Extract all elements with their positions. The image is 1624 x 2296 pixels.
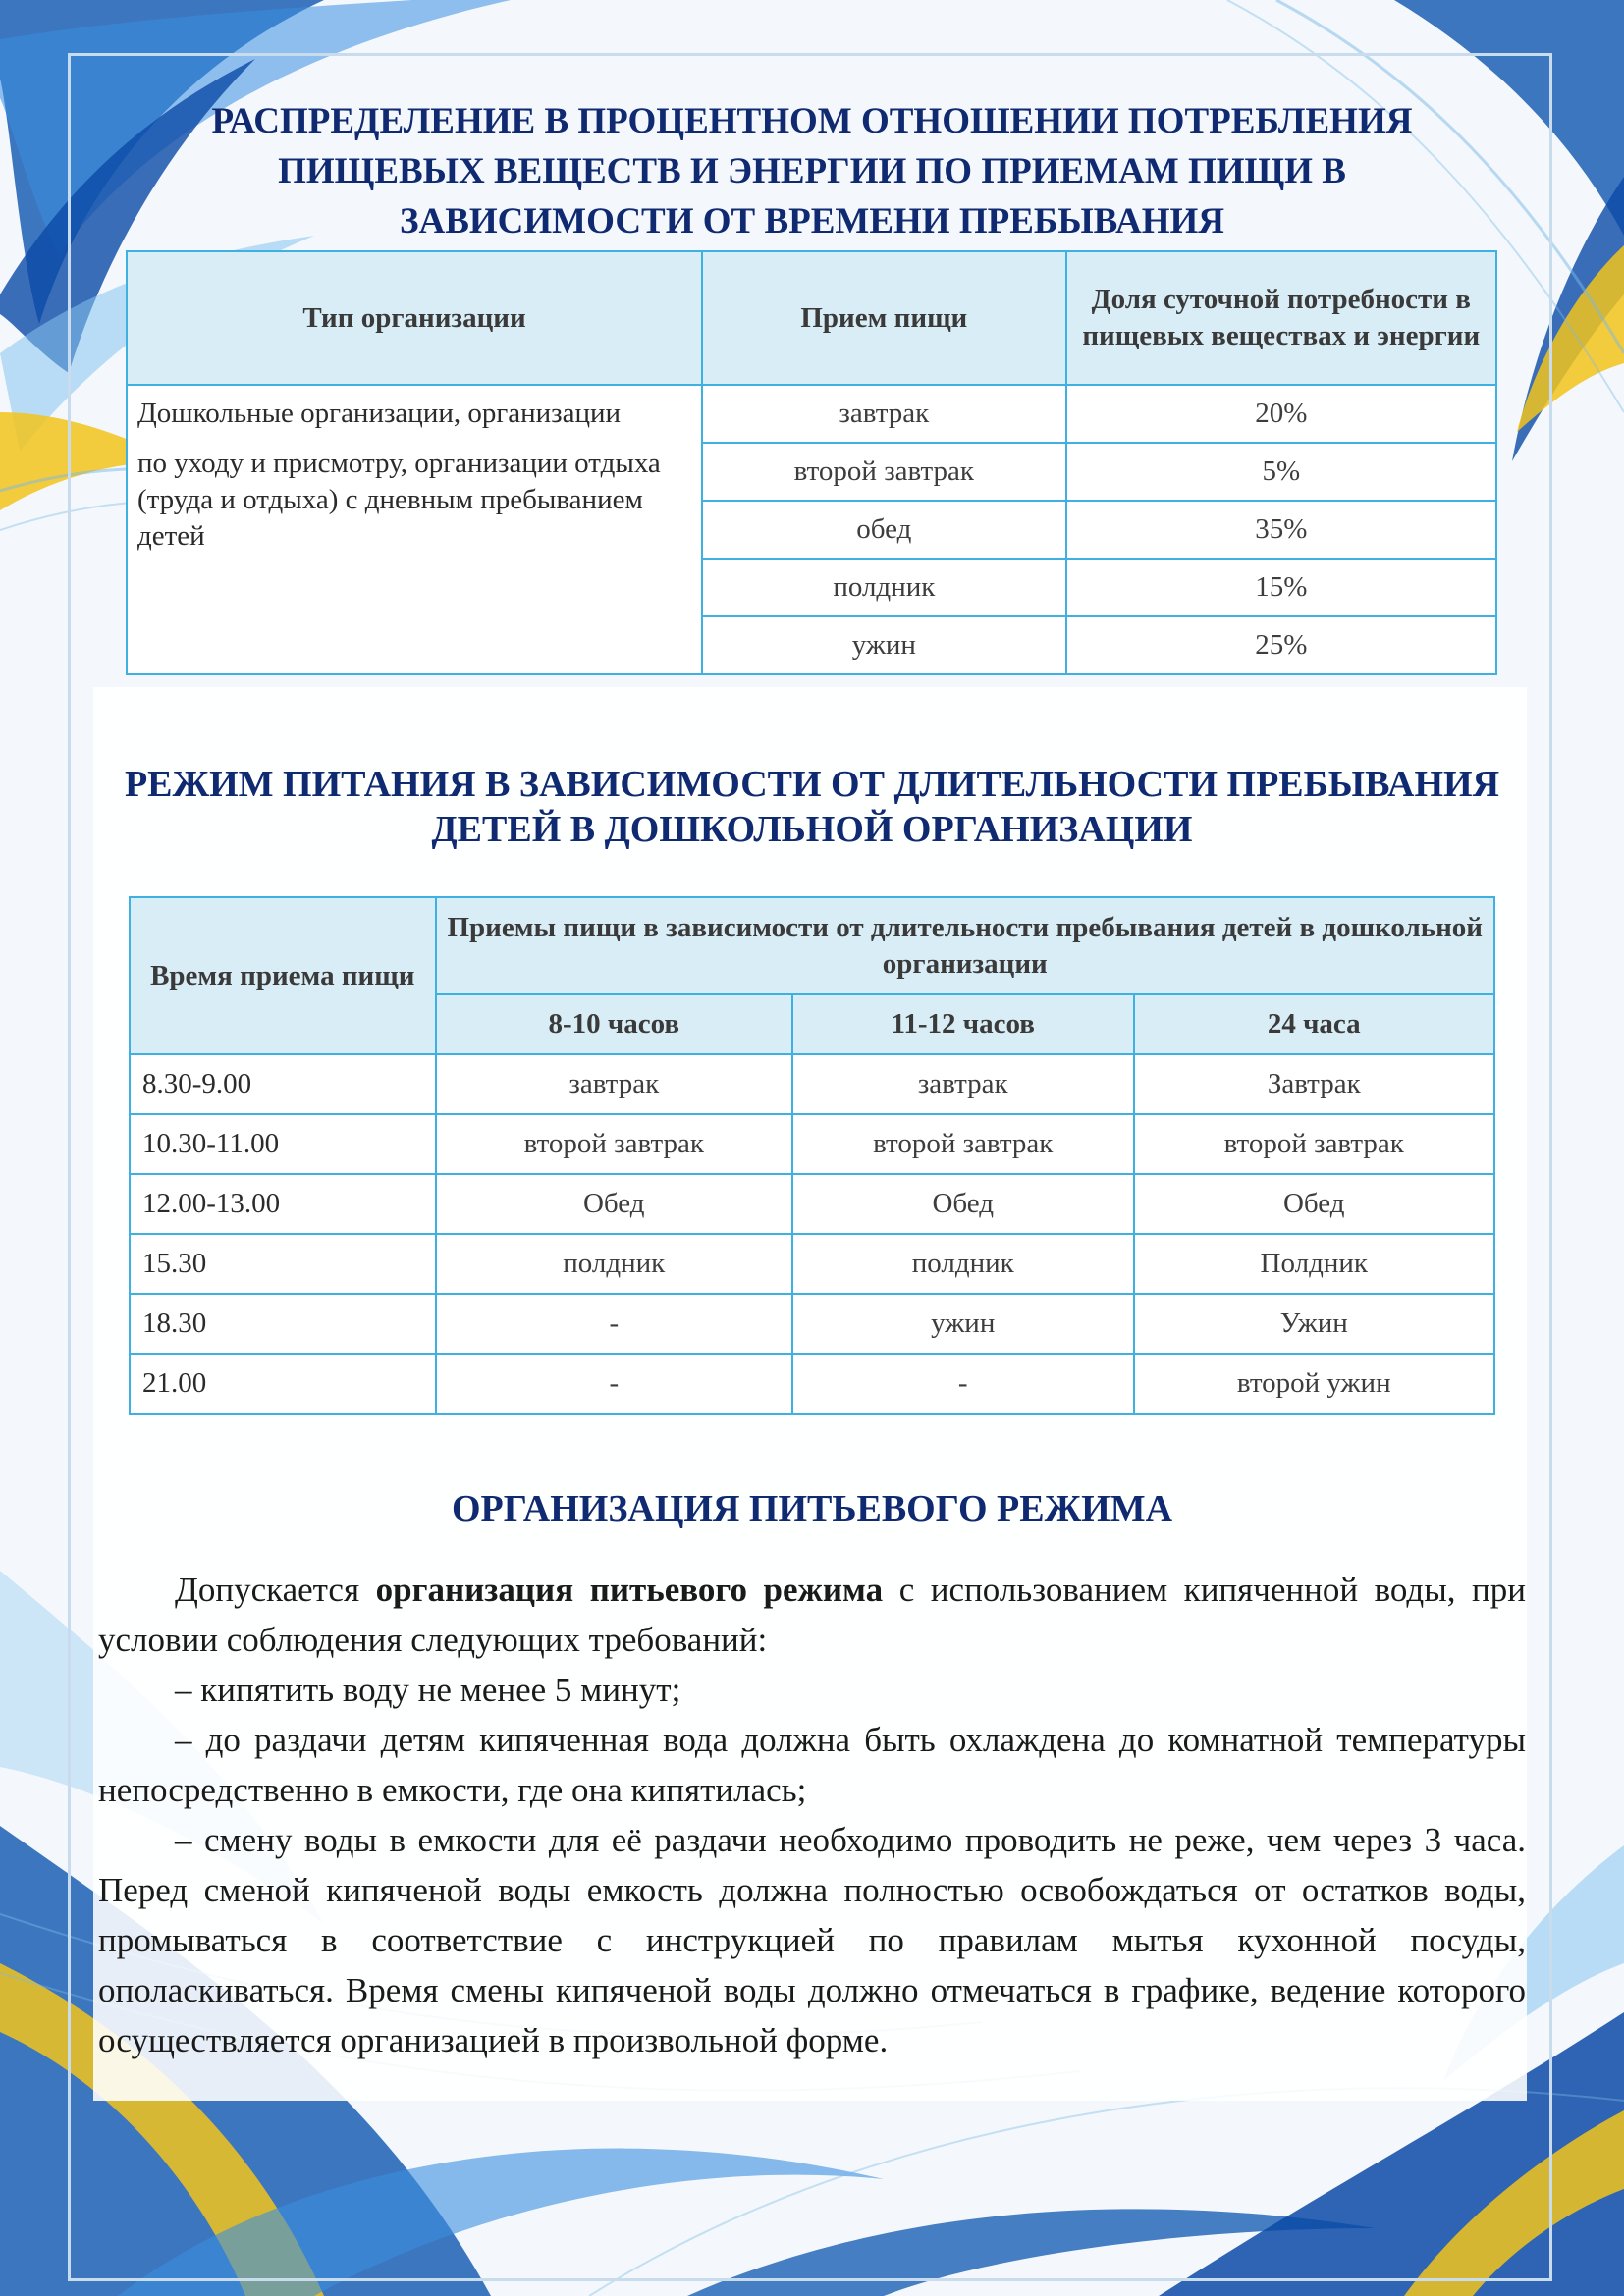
- section1-title: [98, 96, 1526, 246]
- share-cell: 15%: [1066, 559, 1496, 616]
- share-cell: 20%: [1066, 385, 1496, 443]
- section2-title: [98, 762, 1526, 852]
- meal-cell: полдник: [702, 559, 1065, 616]
- org-type-cell: [127, 385, 702, 674]
- meal-cell: второй завтрак: [702, 443, 1065, 501]
- meal-cell: -: [792, 1354, 1134, 1414]
- meal-cell: -: [436, 1294, 792, 1354]
- meal-cell: ужин: [702, 616, 1065, 674]
- intro-text: с использованием кипяченной воды, при условии соблюдения следующих требований:: [98, 1571, 1527, 1659]
- section1-title-line: ПИЩЕВЫХ ВЕЩЕСТВ И ЭНЕРГИИ ПО ПРИЕМАМ ПИЩИ В: [278, 151, 1346, 191]
- header-stay-duration-group: Приемы пищи в зависимости от длительности пребывания детей в дошкольной организации: [436, 897, 1494, 994]
- section3-title: ОРГАНИЗАЦИЯ ПИТЬЕВОГО РЕЖИМА: [451, 1488, 1173, 1529]
- time-cell: 8.30-9.00: [130, 1054, 436, 1114]
- requirement-item: – до раздачи детям кипяченная вода должна быть охлаждена до комнатной температуры непосредственно в емкости, где она кипятилась;: [98, 1721, 1526, 1809]
- section2-title-line: ДЕТЕЙ В ДОШКОЛЬНОЙ ОРГАНИЗАЦИИ: [431, 809, 1193, 850]
- section1-title-line: ЗАВИСИМОСТИ ОТ ВРЕМЕНИ ПРЕБЫВАНИЯ: [399, 201, 1225, 241]
- header-meal: Прием пищи: [702, 251, 1065, 385]
- requirement-item: – смену воды в емкости для её раздачи необходимо проводить не реже, чем через 3 часа. Перед сменой кипяченой воды емкость должна полностью освобождаться от остатков воды, промываться в соответствие с инструкцией по правилам мытья кухонной посуды, ополаскиваться. Время смены кипяченой воды должно отмечаться в графике, ведение которого осуществляется организацией в произвольной форме.: [98, 1821, 1526, 2059]
- requirement-item: – кипятить воду не менее 5 минут;: [175, 1671, 681, 1709]
- table-row: [130, 1174, 1494, 1234]
- org-type-text: Дошкольные организации, организации: [137, 398, 622, 429]
- share-cell: 5%: [1066, 443, 1496, 501]
- header-org-type: Тип организации: [127, 251, 702, 385]
- intro-bold-text: организация питьевого режима: [375, 1571, 884, 1609]
- section1-title-line: РАСПРЕДЕЛЕНИЕ В ПРОЦЕНТНОМ ОТНОШЕНИИ ПОТРЕБЛЕНИЯ: [211, 101, 1413, 141]
- table-header-row: [127, 251, 1496, 385]
- meal-cell: завтрак: [702, 385, 1065, 443]
- table-row: [127, 385, 1496, 443]
- meal-cell: завтрак: [436, 1054, 792, 1114]
- time-cell: 12.00-13.00: [130, 1174, 436, 1234]
- header-duration-11-12: 11-12 часов: [792, 994, 1134, 1054]
- share-cell: 25%: [1066, 616, 1496, 674]
- meal-cell: -: [436, 1354, 792, 1414]
- table-row: [130, 1054, 1494, 1114]
- meal-cell: ужин: [792, 1294, 1134, 1354]
- meal-cell: завтрак: [792, 1054, 1134, 1114]
- header-daily-share: Доля суточной потребности в пищевых веществах и энергии: [1066, 251, 1496, 385]
- nutrition-distribution-table: [126, 250, 1497, 675]
- table-row: [130, 1114, 1494, 1174]
- share-cell: 35%: [1066, 501, 1496, 559]
- meal-cell: второй завтрак: [792, 1114, 1134, 1174]
- meal-cell: Полдник: [1134, 1234, 1495, 1294]
- meal-cell: Обед: [1134, 1174, 1495, 1234]
- intro-paragraph: [98, 1565, 1526, 1665]
- header-meal-time: Время приема пищи: [130, 897, 436, 1054]
- meal-cell: второй завтрак: [436, 1114, 792, 1174]
- table-row: [130, 1354, 1494, 1414]
- drinking-regime-text: [98, 1565, 1526, 2065]
- time-cell: 21.00: [130, 1354, 436, 1414]
- section2-title-line: РЕЖИМ ПИТАНИЯ В ЗАВИСИМОСТИ ОТ ДЛИТЕЛЬНОСТИ ПРЕБЫВАНИЯ: [124, 764, 1500, 805]
- time-cell: 18.30: [130, 1294, 436, 1354]
- table-header-row: [130, 897, 1494, 994]
- meal-cell: обед: [702, 501, 1065, 559]
- meal-cell: Завтрак: [1134, 1054, 1495, 1114]
- org-type-text: по уходу и присмотру, организации отдыха (труда и отдыха) с дневным пребыванием детей: [137, 448, 661, 552]
- time-cell: 10.30-11.00: [130, 1114, 436, 1174]
- meal-cell: Ужин: [1134, 1294, 1495, 1354]
- meal-cell: Обед: [436, 1174, 792, 1234]
- meal-schedule-table: [129, 896, 1495, 1415]
- meal-cell: полдник: [792, 1234, 1134, 1294]
- header-duration-24: 24 часа: [1134, 994, 1495, 1054]
- intro-text: Допускается: [175, 1571, 376, 1609]
- meal-cell: второй завтрак: [1134, 1114, 1495, 1174]
- table-row: [130, 1294, 1494, 1354]
- meal-cell: второй ужин: [1134, 1354, 1495, 1414]
- meal-cell: полдник: [436, 1234, 792, 1294]
- table-row: [130, 1234, 1494, 1294]
- meal-cell: Обед: [792, 1174, 1134, 1234]
- header-duration-8-10: 8-10 часов: [436, 994, 792, 1054]
- time-cell: 15.30: [130, 1234, 436, 1294]
